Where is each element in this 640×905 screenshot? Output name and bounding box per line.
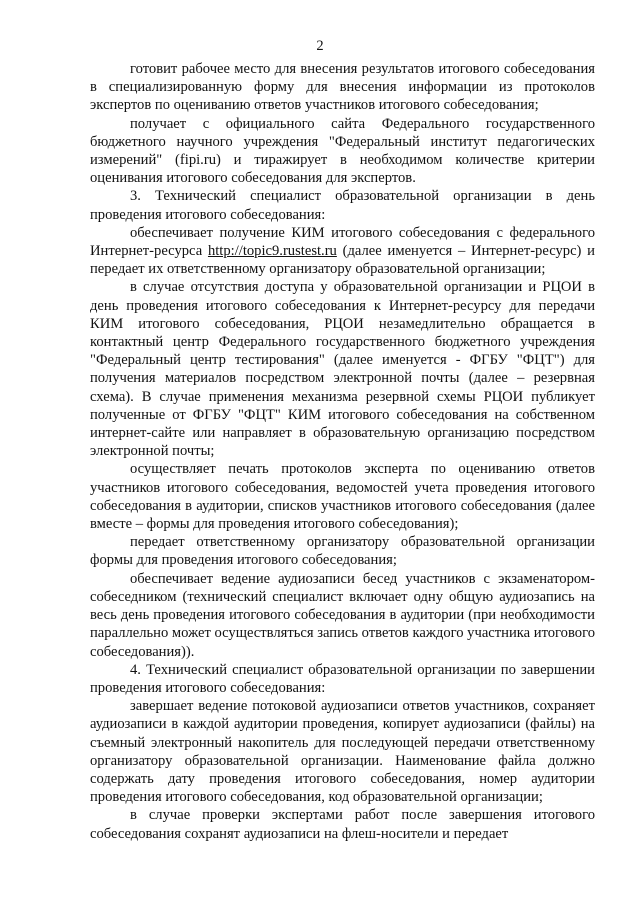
topic9-rustest-link[interactable]: http://topic9.rustest.ru [207, 243, 337, 260]
paragraph-finish-recording: завершает ведение потоковой аудиозаписи ответов участников, сохраняет аудиозаписи в каждой аудитории проведения, копирует аудиозаписи (файлы) на съемный электронный накопитель для последующей передачи ответственному организатору образовательной организации. Наименование файла должно содержать дату проведения итогового собеседования, номер аудитории проведения итогового собеседования, код образовательной организации; [90, 698, 595, 806]
page-number: 2 [316, 38, 324, 54]
paragraph-pass-forms: передает ответственному организатору образовательной организации формы для проведения итогового собеседования; [90, 534, 595, 569]
paragraph-prepare-workplace: готовит рабочее место для внесения результатов итогового собеседования в специализированную форму для внесения информации из протоколов экспертов по оцениванию ответов участников итогового собеседования; [90, 61, 595, 114]
paragraph-section-3-heading: 3. Технический специалист образовательной организации в день проведения итогового собеседования: [90, 188, 595, 223]
paragraph-expert-check: в случае проверки экспертами работ после завершения итогового собеседования сохранят аудиозаписи на флеш-носители и передает [90, 807, 595, 842]
paragraph-audio-recording: обеспечивает ведение аудиозаписи бесед участников с экзаменатором-собеседником (технический специалист включает одну общую аудиозапись на весь день проведения итогового собеседования в аудитории (при необходимости параллельно может осуществляться запись ответов каждого участника итогового собеседования)). [90, 570, 595, 660]
paragraph-print-protocols: осуществляет печать протоколов эксперта по оцениванию ответов участников итогового собеседования, ведомостей учета проведения итогового собеседования в аудитории, списков участников итогового собеседования (далее вместе – формы для проведения итогового собеседования); [90, 461, 595, 533]
paragraph-kim-download-before: обеспечивает получение КИМ итогового собеседования с федерального Интернет-ресурса [90, 224, 595, 260]
paragraph-kim-download-after: (далее именуется – Интернет-ресурс) и передает их ответственному организатору образовательной организации; [90, 243, 595, 278]
paragraph-reserve-scheme: в случае отсутствия доступа у образовательной организации и РЦОИ в день проведения итогового собеседования к Интернет-ресурсу для передачи КИМ итогового собеседования, РЦОИ незамедлительно обращается в контактный центр Федерального государственного бюджетного учреждения "Федеральный центр тестирования" (далее именуется - ФГБУ "ФЦТ") для получения материалов посредством электронной почты (далее – резервная схема). В случае применения механизма резервной схемы РЦОИ публикует полученные от ФГБУ "ФЦТ" КИМ итогового собеседования на собственном интернет-сайте или направляет в образовательную организацию посредством электронной почты; [90, 279, 595, 460]
paragraph-receive-criteria: получает с официального сайта Федерального государственного бюджетного научного учреждения "Федеральный институт педагогических измерений" (fipi.ru) и тиражирует в необходимом количестве критерии оценивания итогового собеседования для экспертов. [90, 115, 595, 187]
paragraph-section-4-heading: 4. Технический специалист образовательной организации по завершении проведения итогового собеседования: [90, 661, 595, 696]
document-body [90, 60, 595, 843]
paragraph-kim-download [90, 224, 595, 279]
